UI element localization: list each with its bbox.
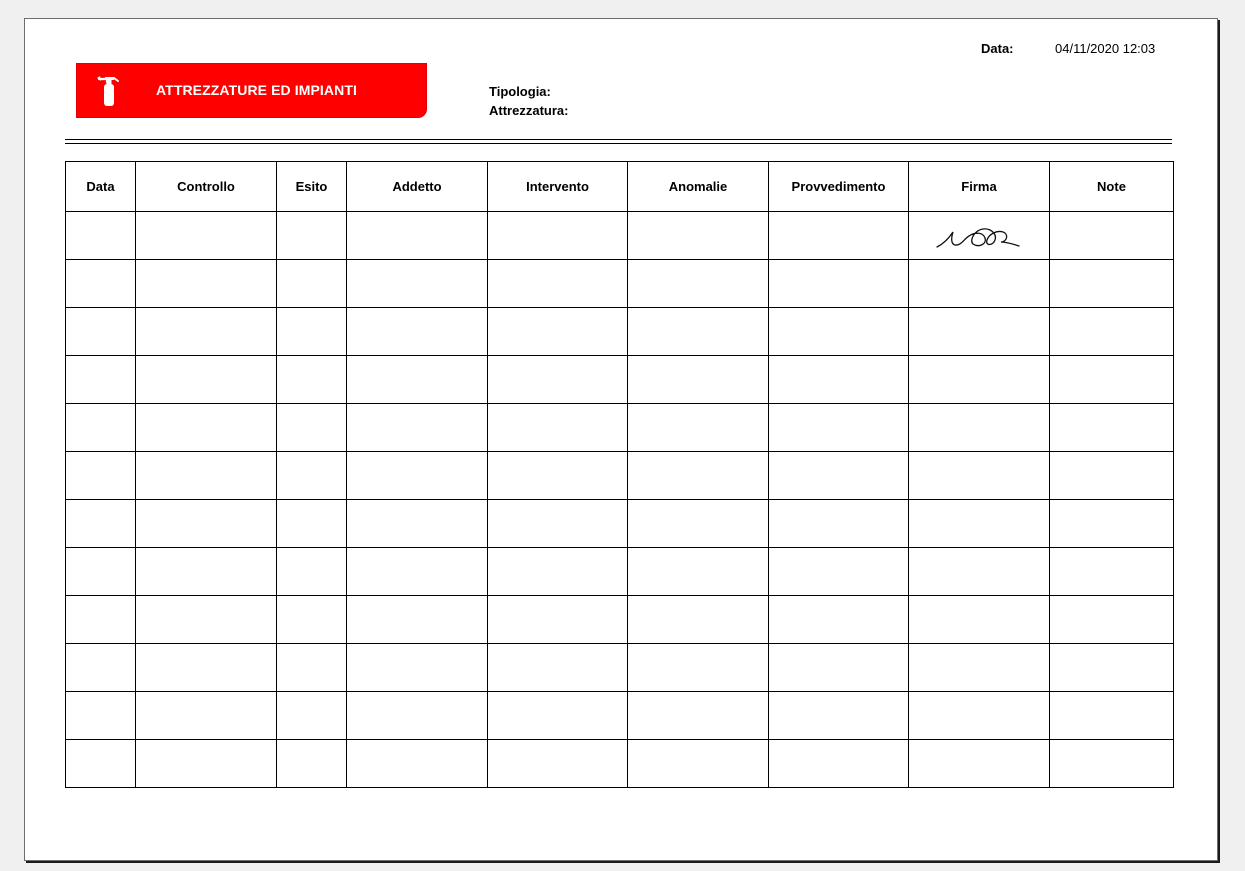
- table-row: [66, 692, 1174, 740]
- cell-provvedimento[interactable]: [769, 404, 909, 452]
- cell-intervento[interactable]: [488, 260, 628, 308]
- table-row: [66, 548, 1174, 596]
- cell-intervento[interactable]: [488, 548, 628, 596]
- title-badge: [76, 63, 427, 118]
- column-header-note: Note: [1050, 162, 1174, 212]
- cell-intervento[interactable]: [488, 596, 628, 644]
- table-row: [66, 308, 1174, 356]
- cell-provvedimento[interactable]: [769, 740, 909, 788]
- cell-intervento[interactable]: [488, 740, 628, 788]
- page-title: ATTREZZATURE ED IMPIANTI: [156, 82, 357, 98]
- cell-provvedimento[interactable]: [769, 644, 909, 692]
- cell-note[interactable]: [1050, 260, 1174, 308]
- cell-controllo[interactable]: [136, 260, 277, 308]
- cell-provvedimento[interactable]: [769, 260, 909, 308]
- cell-anomalie[interactable]: [628, 644, 769, 692]
- cell-addetto[interactable]: [347, 644, 488, 692]
- header-divider: [65, 139, 1172, 144]
- cell-firma[interactable]: [909, 308, 1050, 356]
- cell-esito[interactable]: [277, 404, 347, 452]
- cell-note[interactable]: [1050, 212, 1174, 260]
- cell-data[interactable]: [66, 260, 136, 308]
- table-row: [66, 212, 1174, 260]
- cell-provvedimento[interactable]: [769, 500, 909, 548]
- cell-data[interactable]: [66, 356, 136, 404]
- cell-addetto[interactable]: [347, 212, 488, 260]
- cell-firma[interactable]: [909, 692, 1050, 740]
- cell-controllo[interactable]: [136, 500, 277, 548]
- cell-firma[interactable]: [909, 596, 1050, 644]
- cell-data[interactable]: [66, 548, 136, 596]
- cell-esito[interactable]: [277, 740, 347, 788]
- cell-intervento[interactable]: [488, 212, 628, 260]
- document-page: [24, 18, 1218, 861]
- cell-addetto[interactable]: [347, 692, 488, 740]
- cell-controllo[interactable]: [136, 356, 277, 404]
- table-row: [66, 740, 1174, 788]
- cell-note[interactable]: [1050, 692, 1174, 740]
- cell-esito[interactable]: [277, 308, 347, 356]
- table-row: [66, 404, 1174, 452]
- attrezzatura-label: Attrezzatura:: [489, 103, 569, 118]
- table-row: [66, 260, 1174, 308]
- cell-note[interactable]: [1050, 404, 1174, 452]
- cell-data[interactable]: [66, 404, 136, 452]
- cell-addetto[interactable]: [347, 740, 488, 788]
- cell-esito[interactable]: [277, 692, 347, 740]
- fire-extinguisher-icon: [95, 75, 121, 107]
- table-row: [66, 596, 1174, 644]
- cell-firma[interactable]: [909, 548, 1050, 596]
- inspection-log-table: [65, 161, 1174, 788]
- cell-firma[interactable]: [909, 356, 1050, 404]
- column-header-esito: Esito: [277, 162, 347, 212]
- cell-provvedimento[interactable]: [769, 548, 909, 596]
- cell-esito[interactable]: [277, 644, 347, 692]
- cell-provvedimento[interactable]: [769, 596, 909, 644]
- cell-firma[interactable]: [909, 500, 1050, 548]
- cell-addetto[interactable]: [347, 308, 488, 356]
- cell-data[interactable]: [66, 212, 136, 260]
- cell-esito[interactable]: [277, 212, 347, 260]
- cell-intervento[interactable]: [488, 692, 628, 740]
- cell-addetto[interactable]: [347, 596, 488, 644]
- meta-labels: [489, 82, 568, 120]
- cell-anomalie[interactable]: [628, 356, 769, 404]
- column-header-intervento: Intervento: [488, 162, 628, 212]
- cell-esito[interactable]: [277, 596, 347, 644]
- cell-note[interactable]: [1050, 308, 1174, 356]
- cell-data[interactable]: [66, 692, 136, 740]
- cell-anomalie[interactable]: [628, 548, 769, 596]
- cell-intervento[interactable]: [488, 644, 628, 692]
- cell-addetto[interactable]: [347, 500, 488, 548]
- cell-anomalie[interactable]: [628, 596, 769, 644]
- cell-anomalie[interactable]: [628, 308, 769, 356]
- column-header-data: Data: [66, 162, 136, 212]
- cell-note[interactable]: [1050, 644, 1174, 692]
- handwritten-signature: [935, 220, 1025, 252]
- cell-anomalie[interactable]: [628, 452, 769, 500]
- cell-addetto[interactable]: [347, 404, 488, 452]
- cell-intervento[interactable]: [488, 500, 628, 548]
- cell-esito[interactable]: [277, 500, 347, 548]
- cell-note[interactable]: [1050, 596, 1174, 644]
- cell-firma[interactable]: [909, 644, 1050, 692]
- cell-provvedimento[interactable]: [769, 356, 909, 404]
- cell-data[interactable]: [66, 500, 136, 548]
- table-header-row: [66, 162, 1174, 212]
- table-row: [66, 500, 1174, 548]
- cell-firma[interactable]: [909, 452, 1050, 500]
- cell-intervento[interactable]: [488, 452, 628, 500]
- cell-intervento[interactable]: [488, 356, 628, 404]
- cell-anomalie[interactable]: [628, 260, 769, 308]
- cell-data[interactable]: [66, 308, 136, 356]
- cell-provvedimento[interactable]: [769, 452, 909, 500]
- column-header-controllo: Controllo: [136, 162, 277, 212]
- cell-anomalie[interactable]: [628, 212, 769, 260]
- cell-anomalie[interactable]: [628, 404, 769, 452]
- cell-note[interactable]: [1050, 452, 1174, 500]
- cell-provvedimento[interactable]: [769, 212, 909, 260]
- table-row: [66, 356, 1174, 404]
- cell-note[interactable]: [1050, 740, 1174, 788]
- table-body: [66, 212, 1174, 788]
- cell-note[interactable]: [1050, 356, 1174, 404]
- cell-controllo[interactable]: [136, 692, 277, 740]
- cell-note[interactable]: [1050, 548, 1174, 596]
- cell-addetto[interactable]: [347, 356, 488, 404]
- cell-controllo[interactable]: [136, 548, 277, 596]
- cell-controllo[interactable]: [136, 212, 277, 260]
- cell-anomalie[interactable]: [628, 692, 769, 740]
- date-value: 04/11/2020 12:03: [1055, 41, 1156, 56]
- cell-firma[interactable]: [909, 260, 1050, 308]
- column-header-anomalie: Anomalie: [628, 162, 769, 212]
- cell-intervento[interactable]: [488, 308, 628, 356]
- cell-data[interactable]: [66, 740, 136, 788]
- cell-firma[interactable]: [909, 404, 1050, 452]
- cell-controllo[interactable]: [136, 740, 277, 788]
- cell-firma[interactable]: [909, 212, 1050, 260]
- column-header-firma: Firma: [909, 162, 1050, 212]
- cell-data[interactable]: [66, 596, 136, 644]
- tipologia-label: Tipologia:: [489, 84, 551, 99]
- cell-firma[interactable]: [909, 740, 1050, 788]
- cell-addetto[interactable]: [347, 548, 488, 596]
- cell-controllo[interactable]: [136, 404, 277, 452]
- cell-controllo[interactable]: [136, 644, 277, 692]
- cell-note[interactable]: [1050, 500, 1174, 548]
- cell-provvedimento[interactable]: [769, 692, 909, 740]
- cell-data[interactable]: [66, 452, 136, 500]
- column-header-addetto: Addetto: [347, 162, 488, 212]
- cell-data[interactable]: [66, 644, 136, 692]
- table-row: [66, 644, 1174, 692]
- date-label: Data:: [981, 41, 1014, 56]
- cell-esito[interactable]: [277, 260, 347, 308]
- cell-addetto[interactable]: [347, 452, 488, 500]
- column-header-provvedimento: Provvedimento: [769, 162, 909, 212]
- cell-intervento[interactable]: [488, 404, 628, 452]
- cell-controllo[interactable]: [136, 308, 277, 356]
- cell-controllo[interactable]: [136, 596, 277, 644]
- cell-anomalie[interactable]: [628, 740, 769, 788]
- cell-esito[interactable]: [277, 356, 347, 404]
- cell-esito[interactable]: [277, 452, 347, 500]
- cell-provvedimento[interactable]: [769, 308, 909, 356]
- cell-esito[interactable]: [277, 548, 347, 596]
- cell-anomalie[interactable]: [628, 500, 769, 548]
- cell-addetto[interactable]: [347, 260, 488, 308]
- cell-controllo[interactable]: [136, 452, 277, 500]
- table-row: [66, 452, 1174, 500]
